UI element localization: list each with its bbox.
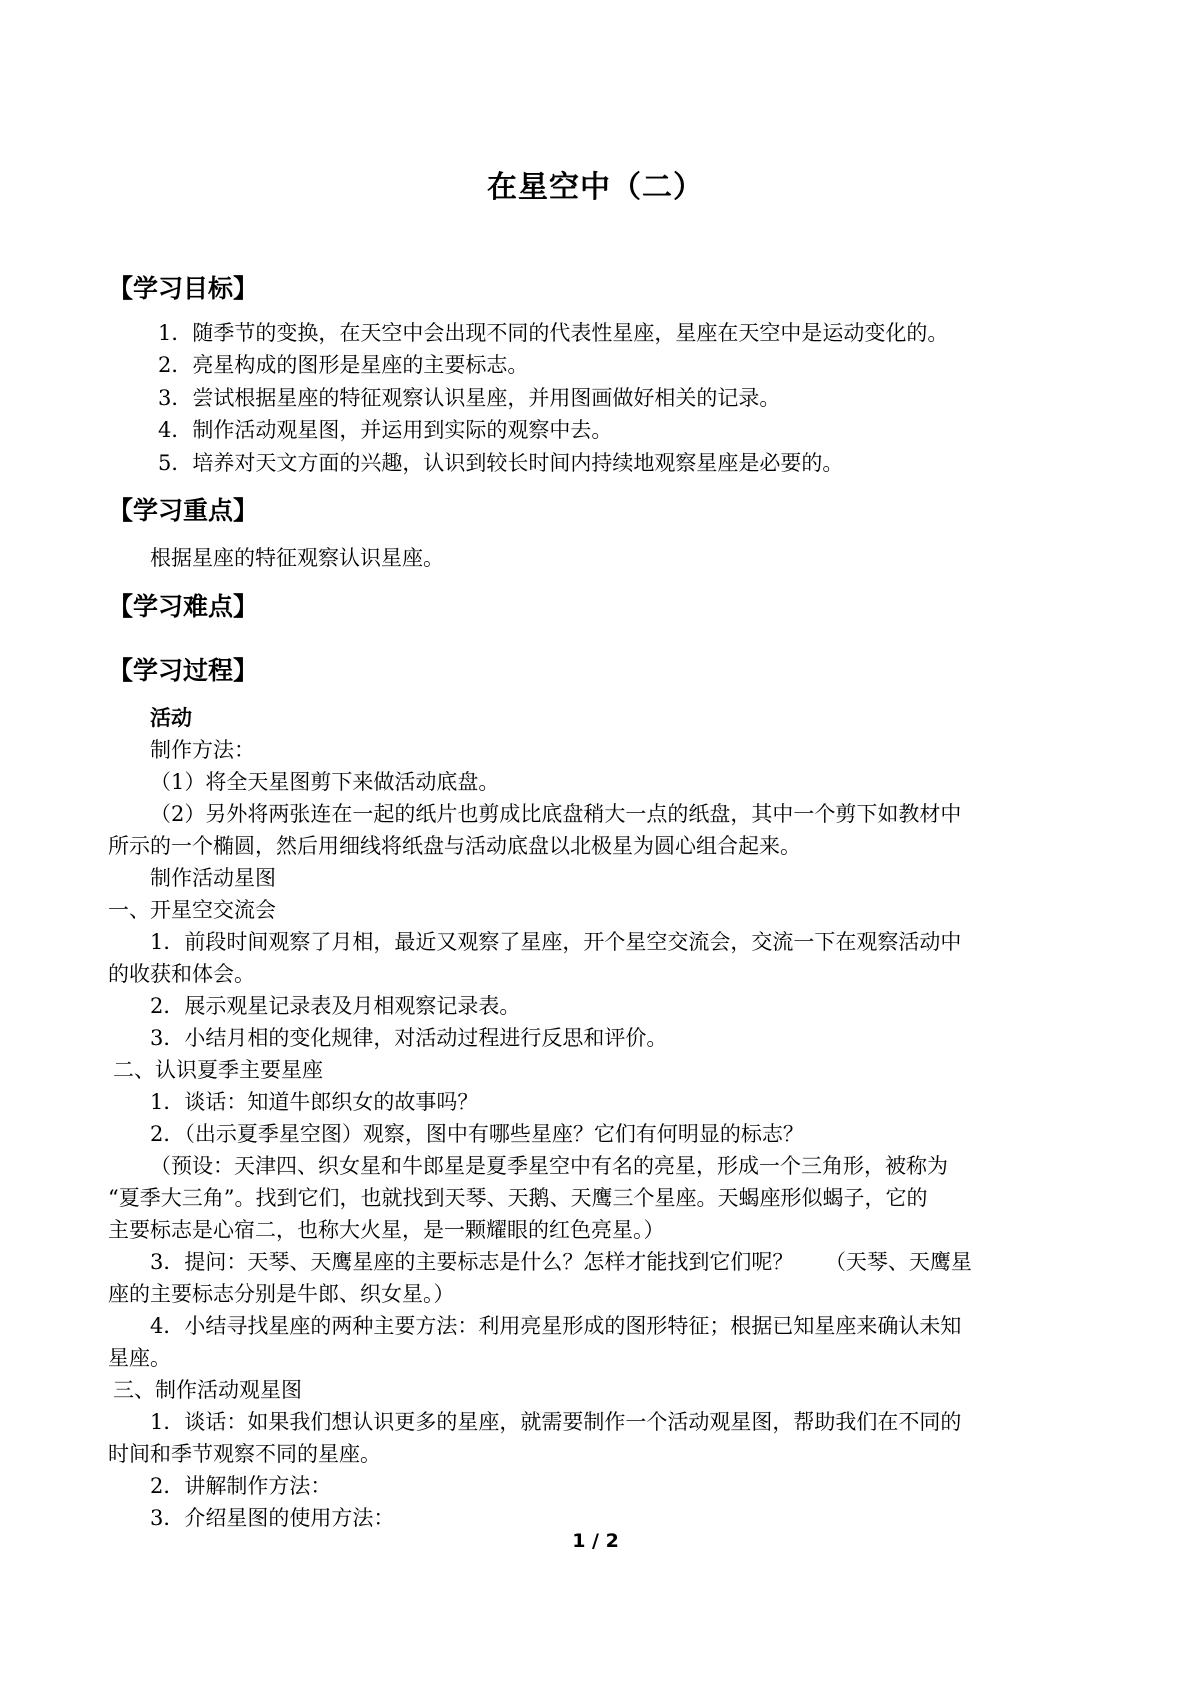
goal-item: 4．制作活动观星图，并运用到实际的观察中去。 xyxy=(158,418,613,442)
section-heading-goals: 【学习目标】 xyxy=(108,274,259,303)
goal-item: 1．随季节的变换，在天空中会出现不同的代表性星座，星座在天空中是运动变化的。 xyxy=(158,321,949,345)
process-line: 制作活动星图 xyxy=(150,866,276,890)
process-line: 4．小结寻找星座的两种主要方法：利用亮星形成的图形特征；根据已知星座来确认未知 xyxy=(150,1314,962,1338)
goal-item: 2．亮星构成的图形是星座的主要标志。 xyxy=(158,353,529,377)
process-subheading: 一、开星空交流会 xyxy=(108,898,276,922)
section-heading-focus: 【学习重点】 xyxy=(108,496,259,525)
process-line: 3．小结月相的变化规律，对活动过程进行反思和评价。 xyxy=(150,1026,668,1050)
process-line: 1．前段时间观察了月相，最近又观察了星座，开个星空交流会，交流一下在观察活动中 xyxy=(150,930,962,954)
process-line: 时间和季节观察不同的星座。 xyxy=(108,1442,381,1466)
process-line: 的收获和体会。 xyxy=(108,962,255,986)
focus-text: 根据星座的特征观察认识星座。 xyxy=(150,546,444,570)
section-heading-process: 【学习过程】 xyxy=(108,656,259,685)
page-title: 在星空中（二） xyxy=(487,170,704,205)
process-line: 1．谈话：如果我们想认识更多的星座，就需要制作一个活动观星图，帮助我们在不同的 xyxy=(150,1410,962,1434)
process-line: 主要标志是心宿二，也称大火星，是一颗耀眼的红色亮星。） xyxy=(108,1218,665,1242)
process-line: 座的主要标志分别是牛郎、织女星。） xyxy=(108,1282,455,1306)
goal-item: 5．培养对天文方面的兴趣，认识到较长时间内持续地观察星座是必要的。 xyxy=(158,451,844,475)
goal-item: 3．尝试根据星座的特征观察认识星座，并用图画做好相关的记录。 xyxy=(158,386,781,410)
process-line: 星座。 xyxy=(108,1346,171,1370)
section-heading-difficulty: 【学习难点】 xyxy=(108,592,259,621)
process-subheading: 三、制作活动观星图 xyxy=(113,1378,302,1402)
process-line: “夏季大三角”。找到它们，也就找到天琴、天鹅、天鹰三个星座。天蝎座形似蝎子，它的 xyxy=(108,1186,928,1210)
process-line: 3．介绍星图的使用方法： xyxy=(150,1506,395,1530)
process-line: 2．讲解制作方法： xyxy=(150,1474,332,1498)
activity-label: 活动 xyxy=(150,706,192,730)
process-line: （2）另外将两张连在一起的纸片也剪成比底盘稍大一点的纸盘，其中一个剪下如教材中 xyxy=(150,802,962,826)
process-subheading: 二、认识夏季主要星座 xyxy=(113,1058,323,1082)
process-line: 所示的一个椭圆，然后用细线将纸盘与活动底盘以北极星为圆心组合起来。 xyxy=(108,834,801,858)
process-line: 1．谈话：知道牛郎织女的故事吗？ xyxy=(150,1090,479,1114)
page-number: 1 / 2 xyxy=(572,1530,619,1552)
process-line: （预设：天津四、织女星和牛郎星是夏季星空中有名的亮星，形成一个三角形，被称为 xyxy=(150,1154,948,1178)
process-line: 3．提问：天琴、天鹰星座的主要标志是什么？怎样才能找到它们呢？ （天琴、天鹰星 xyxy=(150,1250,972,1274)
process-line: 制作方法： xyxy=(150,738,255,762)
process-line: 2．展示观星记录表及月相观察记录表。 xyxy=(150,994,521,1018)
process-line: （1）将全天星图剪下来做活动底盘。 xyxy=(150,770,500,794)
process-line: 2．（出示夏季星空图）观察，图中有哪些星座？它们有何明显的标志？ xyxy=(150,1122,804,1146)
